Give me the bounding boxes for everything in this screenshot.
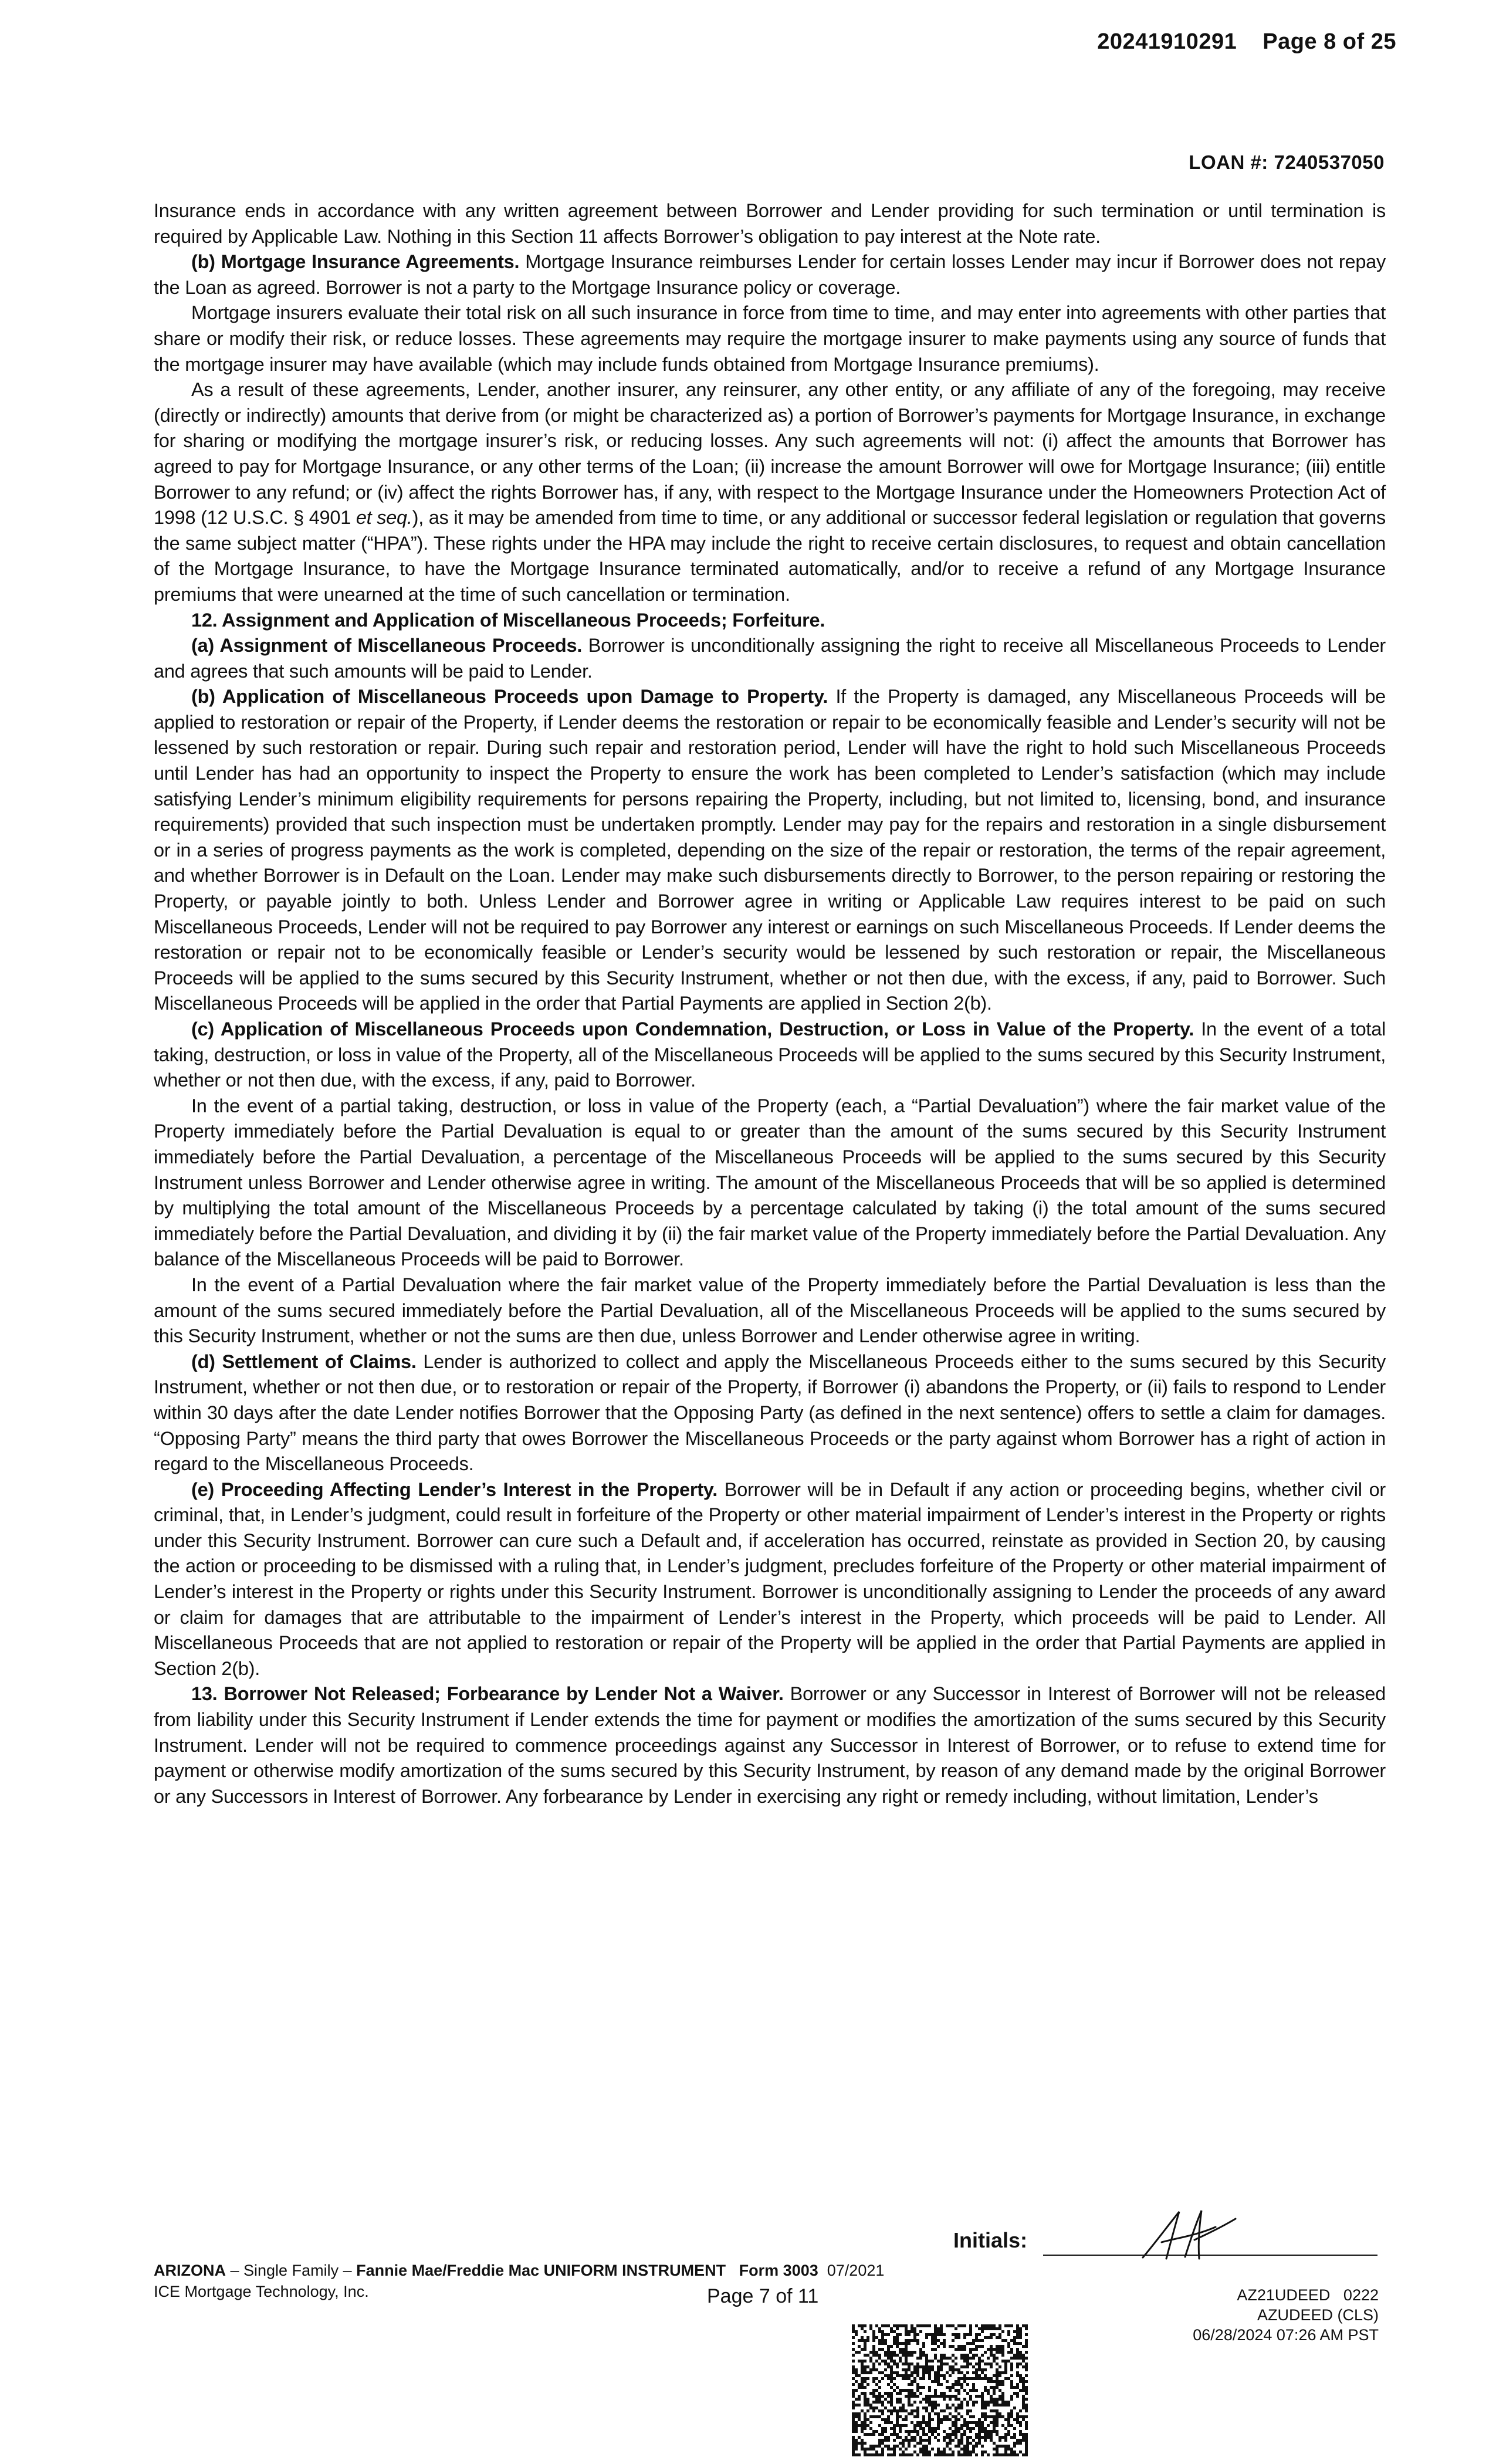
record-number: 20241910291 [1097,29,1237,54]
section-12b-text: If the Property is damaged, any Miscellaneous Proceeds will be applied to restoration or repair of the Property, if Lender deems the restoration or repair to be economically feasible and Lender’s security will not be lessened by such restoration or repair. During such repair and restoration period, Lender will have the right to hold such Miscellaneous Proceeds until Lender has had an opportunity to inspect the Property to ensure the work has been completed to Lender’s satisfaction (which may include satisfying Lender’s minimum eligibility requirements for persons repairing the Property, including, but not limited to, licensing, bond, and insurance requirements) provided that such inspection must be undertaken promptly. Lender may pay for the repairs and restoration in a single disbursement or in a series of progress payments as the work is completed, depending on the size of the repair or restoration, the terms of the repair agreement, and whether Borrower is in Default on the Loan. Lender may make such disbursements directly to Borrower, to the person repairing or restoring the Property, or payable jointly to both. Unless Lender and Borrower agree in writing or Applicable Law requires interest to be paid on such Miscellaneous Proceeds, Lender will not be required to pay Borrower any interest or earnings on such Miscellaneous Proceeds. If Lender deems the restoration or repair not to be economically feasible or Lender’s security would be lessened by such restoration or repair, the Miscellaneous Proceeds will be applied to the sums secured by this Security Instrument, whether or not then due, with the excess, if any, paid to Borrower. Such Miscellaneous Proceeds will be applied in the order that Partial Payments are applied in Section 2(b). [154,686,1386,1014]
paragraph-mortgage-insurers: Mortgage insurers evaluate their total risk on all such insurance in force from time to time, and may enter into agreements with other parties that share or modify their risk, or reduce losses. These agreements may require the mortgage insurer to make payments using any source of funds that the mortgage insurer may have available (which may include funds obtained from Mortgage Insurance premiums). [154,302,1386,375]
section-12a-text: Borrower is unconditionally assigning the right to receive all Miscellaneous Proceeds to Lender and agrees that such amounts will be paid to Lender. [154,635,1386,682]
section-12-heading: 12. Assignment and Application of Miscellaneous Proceeds; Forfeiture. [191,609,825,631]
section-12c-paragraph-2: In the event of a partial taking, destruction, or loss in value of the Property (each, a “Partial Devaluation”) where the fair market value of the Property immediately before the Partial Devaluation is equal to or greater than the amount of the sums secured by this Security Instrument immediately before the Partial Devaluation, a percentage of the Miscellaneous Proceeds will be applied to the sums secured by this Security Instrument unless Borrower and Lender otherwise agree in writing. The amount of the Miscellaneous Proceeds that will be so applied is determined by multiplying the total amount of the Miscellaneous Proceeds by a percentage calculated by taking (i) the total amount of the sums secured immediately before the Partial Devaluation, and dividing it by (ii) the fair market value of the Property immediately before the Partial Devaluation. Any balance of the Miscellaneous Proceeds will be paid to Borrower. [154,1095,1386,1270]
section-12e-heading: (e) Proceeding Affecting Lender’s Interest in the Property. [191,1478,717,1500]
heading-mortgage-insurance-agreements: (b) Mortgage Insurance Agreements. [191,251,520,273]
loan-number: LOAN #: 7240537050 [1189,151,1385,173]
section-12c-heading: (c) Application of Miscellaneous Proceeds upon Condemnation, Destruction, or Loss in Value of the Property. [191,1018,1194,1040]
text-as-a-result-a: As a result of these agreements, Lender, another insurer, any reinsurer, any other entity, or any affiliate of any of the foregoing, may receive (directly or indirectly) amounts that derive from (or might be characterized as) a portion of Borrower’s payments for Mortgage Insurance, in exchange for sharing or modifying the mortgage insurer’s risk, or reducing losses. Any such agreements will not: (i) affect the amounts that Borrower has agreed to pay for Mortgage Insurance, or any other terms of the Loan; (ii) increase the amount Borrower will owe for Mortgage Insurance; (iii) entitle Borrower to any refund; or (iv) affect the rights Borrower has, if any, with respect to the Mortgage Insurance under the Homeowners Protection Act of 1998 (12 U.S.C. § 4901 [154,379,1386,529]
initials-signature [1138,2201,1238,2266]
form-line [154,2260,884,2281]
form-code-1: AZ21UDEED 0222 [1237,2286,1379,2304]
form-title: Fannie Mae/Freddie Mac UNIFORM INSTRUMENT [356,2262,726,2279]
section-12d-paragraph [154,1349,1386,1477]
initials-label: Initials: [953,2228,1028,2252]
section-12e-paragraph [154,1477,1386,1682]
section-12d-text: Lender is authorized to collect and apply the Miscellaneous Proceeds either to the sums secured by this Security Instrument, whether or not then due, or to restoration or repair of the Property, if Borrower (i) abandons the Property, or (ii) fails to respond to Lender within 30 days after the date Lender notifies Borrower that the Opposing Party (as defined in the next sentence) offers to settle a claim for damages. “Opposing Party” means the third party that owes Borrower the Miscellaneous Proceeds or the party against whom Borrower has a right of action in regard to the Miscellaneous Proceeds. [154,1351,1386,1475]
text-et-seq: et seq. [356,507,412,529]
section-13-heading: 13. Borrower Not Released; Forbearance by Lender Not a Waiver. [191,1683,784,1705]
section-12c-text: In the event of a total taking, destruction, or loss in value of the Property, all of the Miscellaneous Proceeds will be applied to the sums secured by this Security Instrument, whether or not then due, with the excess, if any, paid to Borrower. [154,1018,1386,1091]
company-name: ICE Mortgage Technology, Inc. [154,2283,369,2300]
section-12d-heading: (d) Settlement of Claims. [191,1351,417,1372]
print-timestamp: 06/28/2024 07:26 AM PST [1193,2326,1379,2344]
section-13-paragraph [154,1681,1386,1809]
form-state: ARIZONA [154,2262,226,2279]
form-number: Form 3003 [739,2262,818,2279]
section-12-heading-paragraph [154,608,1386,634]
section-12a-paragraph [154,633,1386,684]
paragraph-mortgage-insurance-agreements [154,249,1386,300]
form-code-2: AZUDEED (CLS) [1257,2306,1379,2324]
form-page-number: Page 7 of 11 [707,2285,819,2307]
section-12b-heading: (b) Application of Miscellaneous Proceeds upon Damage to Property. [191,686,828,708]
section-12c-paragraph-3: In the event of a Partial Devaluation where the fair market value of the Property immediately before the Partial Devaluation is less than the amount of the sums secured immediately before the Partial Devaluation, all of the Miscellaneous Proceeds will be applied to the sums secured by this Security Instrument, whether or not the sums are then due, unless Borrower and Lender otherwise agree in writing. [154,1274,1386,1347]
form-codes [1193,2285,1379,2345]
section-12c-paragraph [154,1017,1386,1094]
qr-barcode [852,2324,1028,2456]
paragraph-as-a-result [154,377,1386,607]
form-desc: – Single Family – [226,2262,357,2279]
recording-header [1097,29,1396,55]
section-12a-heading: (a) Assignment of Miscellaneous Proceeds. [191,635,583,656]
section-13-text: Borrower or any Successor in Interest of Borrower will not be released from liability under this Security Instrument if Lender extends the time for payment or modifies the amortization of the sums secured by this Security Instrument. Lender will not be required to commence proceedings against any Successor in Interest of Borrower, or to refuse to extend time for payment or otherwise modify amortization of the sums secured by this Security Instrument, by reason of any demand made by the original Borrower or any Successors in Interest of Borrower. Any forbearance by Lender in exercising any right or remedy including, without limitation, Lender’s [154,1683,1386,1807]
record-page-label: Page 8 of 25 [1263,29,1396,54]
form-date: 07/2021 [827,2262,885,2279]
document-body [154,198,1386,1809]
paragraph-insurance-ends: Insurance ends in accordance with any written agreement between Borrower and Lender providing for such termination or until termination is required by Applicable Law. Nothing in this Section 11 affects Borrower’s obligation to pay interest at the Note rate. [154,200,1386,247]
section-12e-text: Borrower will be in Default if any action or proceeding begins, whether civil or criminal, that, in Lender’s judgment, could result in forfeiture of the Property or other material impairment of Lender’s interest in the Property or rights under this Security Instrument. Borrower can cure such a Default and, if acceleration has occurred, reinstate as provided in Section 20, by causing the action or proceeding to be dismissed with a ruling that, in Lender’s judgment, precludes forfeiture of the Property or other material impairment of Lender’s interest in the Property or rights under this Security Instrument. Borrower is unconditionally assigning to Lender the proceeds of any award or claim for damages that are attributable to the impairment of Lender’s interest in the Property, which proceeds will be paid to Lender. All Miscellaneous Proceeds that are not applied to restoration or repair of the Property will be applied in the order that Partial Payments are applied in Section 2(b). [154,1478,1386,1679]
section-12b-paragraph [154,684,1386,1017]
text-mortgage-insurance-agreements: Mortgage Insurance reimburses Lender for certain losses Lender may incur if Borrower does not repay the Loan as agreed. Borrower is not a party to the Mortgage Insurance policy or coverage. [154,251,1386,298]
text-as-a-result-b: ), as it may be amended from time to time, or any additional or successor federal legislation or regulation that governs the same subject matter (“HPA”). These rights under the HPA may include the right to receive certain disclosures, to request and obtain cancellation of the Mortgage Insurance, to have the Mortgage Insurance terminated automatically, and/or to receive a refund of any Mortgage Insurance premiums that were unearned at the time of such cancellation or termination. [154,507,1386,605]
